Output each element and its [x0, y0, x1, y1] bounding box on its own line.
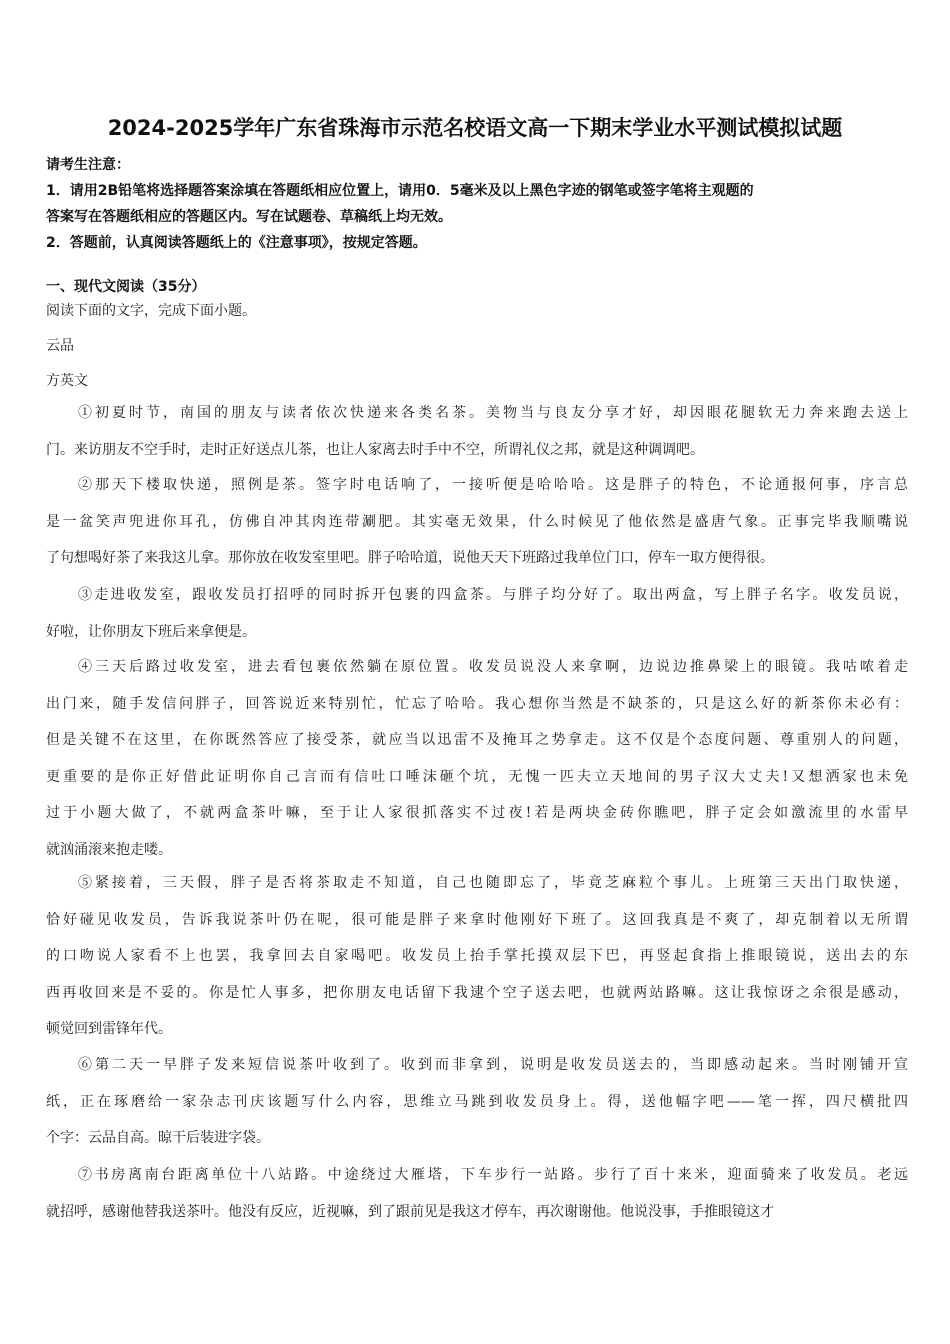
- paragraph-line: 出门来，随手发信问胖子，回答说近来特别忙，忙忘了哈哈。我心想你当然是不缺茶的，只是这么好的新茶你未必有：: [46, 695, 908, 712]
- article-title: 云品: [46, 338, 74, 354]
- paragraph-line: 的口吻说人家看不上也罢，我拿回去自家喝吧。收发员上抬手掌托摸双层下巴，再竖起食指上推眼镜说，送出去的东: [46, 948, 908, 964]
- paragraph-line: ⑤紧接着，三天假，胖子是否将茶取走不知道，自己也随即忘了，毕竟芝麻粒个事儿。上班第三天出门取快递，: [78, 875, 908, 891]
- paragraph-line: ③走进收发室，跟收发员打招呼的同时拆开包裹的四盒茶。与胖子均分好了。取出两盒，写上胖子名字。收发员说，: [78, 587, 908, 603]
- paragraph-line: 就汹涌滚来抱走喽。: [46, 841, 172, 858]
- paragraph-line: ②那天下楼取快递，照例是茶。签字时电话响了，一接听便是哈哈哈。这是胖子的特色，不论通报何事，序言总: [78, 477, 908, 493]
- paragraph-line: 过于小题大做了，不就两盒茶叶嘛，至于让人家很抓落实不过夜!若是两块金砖你瞧吧，胖子定会如激流里的水雷早: [46, 805, 908, 821]
- paragraph-line: 好啦，让你朋友下班后来拿便是。: [46, 623, 256, 640]
- paragraph-line: 恰好碰见收发员，告诉我说茶叶仍在呢，很可能是胖子来拿时他刚好下班了。这回我真是不爽了，却克制着以无所谓: [46, 911, 908, 928]
- notice-heading: 请考生注意：: [46, 157, 130, 173]
- article-author: 方英文: [46, 373, 88, 389]
- paragraph-line: ④三天后路过收发室，进去看包裹依然躺在原位置。收发员说没人来拿啊，边说边推鼻梁上的眼镜。我咕哝着走: [78, 659, 908, 675]
- paragraph-line: 但是关键不在这里，在你既然答应了接受茶，就应当以迅雷不及掩耳之势拿走。这不仅是个态度问题、尊重别人的问题，: [46, 732, 908, 748]
- notice-block: [46, 152, 906, 256]
- paragraph-line: 就招呼，感谢他替我送茶叶。他没有反应，近视嘛，到了跟前见是我这才停车，再次谢谢他。他说没事，手推眼镜这才: [46, 1203, 774, 1220]
- paragraph-line: ⑥第二天一早胖子发来短信说茶叶收到了。收到而非拿到，说明是收发员送去的，当即感动起来。当时刚铺开宣: [78, 1057, 908, 1073]
- section-heading: 一、现代文阅读（35分）: [46, 279, 206, 295]
- paragraph-line: 了句想喝好茶了来我这儿拿。那你放在收发室里吧。胖子哈哈道，说他天天下班路过我单位门口，停车一取方便得很。: [46, 550, 774, 566]
- paragraph-line: 纸，正在琢磨给一家杂志刊庆该题写什么内容，思维立马跳到收发员身上。得，送他幅字吧——笔一挥，四尺横批四: [46, 1093, 908, 1110]
- notice-item-1: 1．请用2B铅笔将选择题答案涂填在答题纸相应位置上，请用0．5毫米及以上黑色字迹的钢笔或签字笔将主观题的: [46, 183, 754, 199]
- paragraph-line: 顿觉回到雷锋年代。: [46, 1021, 172, 1037]
- paragraph-line: 个字：云品自高。晾干后装进字袋。: [46, 1130, 270, 1146]
- page-title: 2024-2025学年广东省珠海市示范名校语文高一下期末学业水平测试模拟试题: [107, 116, 843, 140]
- notice-item-2: 2．答题前，认真阅读答题纸上的《注意事项》，按规定答题。: [46, 235, 427, 251]
- paragraph-line: 门。来访朋友不空手时，走时正好送点儿茶，也让人家离去时手中不空，所谓礼仪之邦，就是这种调调吧。: [46, 441, 704, 458]
- paragraph-line: 西再收回来是不妥的。你是忙人事多，把你朋友电话留下我逮个空子送去吧，也就两站路嘛。这让我惊讶之余很是感动，: [46, 984, 908, 1001]
- paragraph-line: 更重要的是你正好借此证明你自己言而有信吐口唾沫砸个坑，无愧一匹夫立天地间的男子汉大丈夫!又想洒家也未免: [46, 768, 908, 785]
- paragraph-line: ①初夏时节，南国的朋友与读者依次快递来各类名茶。美物当与良友分享才好，却因眼花腿软无力奔来跑去送上: [78, 405, 908, 421]
- paragraph-line: ⑦书房离南台距离单位十八站路。中途绕过大雁塔，下车步行一站路。步行了百十来米，迎面骑来了收发员。老远: [78, 1167, 908, 1183]
- notice-item-1-continued: 答案写在答题纸相应的答题区内。写在试题卷、草稿纸上均无效。: [46, 209, 452, 225]
- paragraph-line: 是一盆笑声兜进你耳孔，仿佛自冲其肉连带涮肥。其实毫无效果，什么时候见了他依然是盛唐气象。正事完毕我顺嘴说: [46, 513, 908, 530]
- reading-instruction: 阅读下面的文字，完成下面小题。: [46, 303, 256, 319]
